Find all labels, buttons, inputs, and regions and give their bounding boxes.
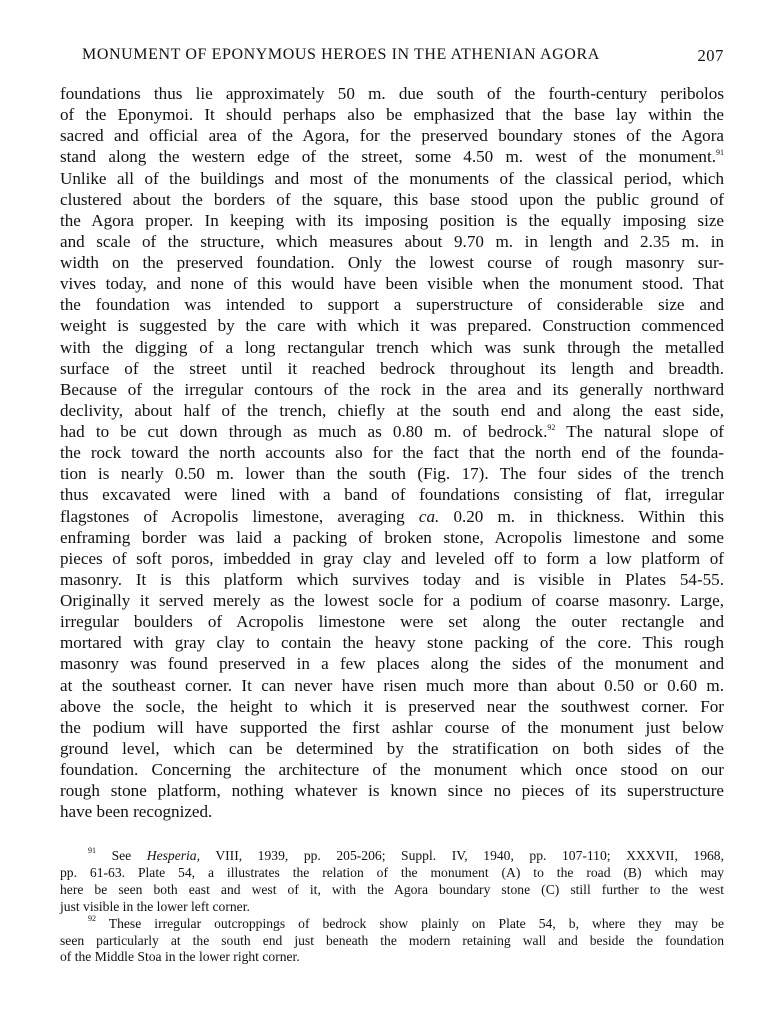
text-line: mortared with gray clay to contain the heavy stone packing of the core. This rough — [60, 633, 724, 653]
text-line: and scale of the structure, which measures about 9.70 m. in length and 2.35 m. in — [60, 231, 724, 251]
page-number: 207 — [697, 46, 724, 65]
text-line: of the Eponymoi. It should perhaps also be emphasized that the base lay within the — [60, 105, 724, 125]
text-line — [60, 146, 724, 167]
text-line: the podium will have supported the first ashlar course of the monument just below — [60, 717, 724, 737]
text-line: the rock toward the north accounts also for the fact that the north end of the founda- — [60, 443, 724, 463]
text-segment: See — [96, 848, 147, 863]
text-line: foundations thus lie approximately 50 m. due south of the fourth-century peribolos — [60, 84, 724, 103]
text-line: above the socle, the height to which it is preserved near the southwest corner. For — [60, 696, 724, 716]
footnote-91 — [60, 848, 724, 916]
footnote-line: just visible in the lower left corner. — [60, 898, 250, 914]
text-line: ground level, which can be determined by the stratification on both sides of the — [60, 738, 724, 758]
text-line: at the southeast corner. It can never have risen much more than about 0.50 or 0.60 m. — [60, 675, 724, 695]
footnote-ref-91[interactable]: 91 — [716, 148, 724, 158]
text-line: vives today, and none of this would have been visible when the monument stood. That — [60, 274, 724, 294]
text-line: enframing border was laid a packing of broken stone, Acropolis limestone and some — [60, 527, 724, 547]
text-segment: 0.20 m. in thickness. Within this — [439, 506, 724, 526]
text-line: with the digging of a long rectangular trench which was sunk through the metalled — [60, 337, 724, 357]
footnote-number: 91 — [88, 846, 96, 855]
text-line: surface of the street until it reached bedrock throughout its length and breadth. — [60, 358, 724, 378]
running-header — [60, 46, 724, 70]
running-title: MONUMENT OF EPONYMOUS HEROES IN THE ATHENIAN AGORA — [82, 46, 600, 63]
text-line: width on the preserved foundation. Only the lowest course of rough masonry sur- — [60, 253, 724, 272]
text-segment: had to be cut down through as much as 0.80 m. of bedrock. — [60, 422, 548, 441]
text-line: sacred and official area of the Agora, for the preserved boundary stones of the Agora — [60, 126, 724, 146]
text-segment: The natural slope of — [555, 422, 724, 441]
footnote-number: 92 — [88, 913, 96, 923]
text-line: the foundation was intended to support a superstructure of considerable size and — [60, 295, 724, 315]
text-line: foundation. Concerning the architecture of the monument which once stood on our — [60, 760, 724, 779]
text-line: weight is suggested by the care with which it was prepared. Construction commenced — [60, 316, 724, 336]
italic-abbrev: ca. — [418, 506, 440, 526]
footnote-ref-92[interactable]: 92 — [547, 423, 556, 432]
text-segment: These irregular outcroppings of bedrock show plainly on Plate 54, b, where they may be — [96, 915, 724, 931]
text-segment: stand along the western edge of the street, some 4.50 m. west of the monument. — [60, 147, 716, 167]
text-line: have been recognized. — [60, 802, 213, 822]
footnote-line: seen particularly at the south end just beneath the modern retaining wall and beside the foundation — [60, 932, 724, 948]
text-line: masonry was found preserved in a few places along the sides of the monument and — [60, 654, 724, 674]
text-line: masonry. It is this platform which survives today and is visible in Plates 54-55. — [60, 569, 724, 589]
text-segment: VIII, 1939, pp. 205-206; Suppl. IV, 1940, pp. 107-110; XXXVII, 1968, — [200, 848, 724, 863]
text-line: Originally it served merely as the lowest socle for a podium of coarse masonry. Large, — [60, 591, 724, 610]
text-line: Because of the irregular contours of the rock in the area and its generally northward — [60, 379, 724, 399]
footnote-line — [60, 848, 724, 865]
text-line — [60, 506, 724, 527]
text-line: rough stone platform, nothing whatever is known since no pieces of its superstructure — [60, 781, 724, 801]
footnote-line — [60, 913, 724, 933]
body-paragraph — [60, 83, 724, 822]
footnotes — [60, 848, 724, 966]
footnote-line: here be seen both east and west of it, with the Agora boundary stone (C) still further to the west — [60, 881, 724, 897]
text-line: tion is nearly 0.50 m. lower than the south (Fig. 17). The four sides of the trench — [60, 464, 724, 484]
footnote-line: of the Middle Stoa in the lower right corner. — [60, 949, 300, 965]
text-line: thus excavated were lined with a band of foundations consisting of flat, irregular — [60, 485, 724, 505]
text-line: irregular boulders of Acropolis limestone were set along the outer rectangle and — [60, 612, 724, 632]
text-line: pieces of soft poros, imbedded in gray clay and leveled off to form a low platform of — [60, 548, 724, 568]
text-segment: flagstones of Acropolis limestone, averaging — [60, 506, 405, 526]
text-line: clustered about the borders of the square, this base stood upon the public ground of — [60, 189, 724, 209]
footnote-92 — [60, 913, 724, 967]
text-line — [60, 421, 724, 442]
text-line: Unlike all of the buildings and most of the monuments of the classical period, which — [60, 168, 724, 188]
journal-title: Hesperia, — [146, 848, 200, 863]
text-line: declivity, about half of the trench, chiefly at the south end and along the east side, — [60, 400, 724, 420]
footnote-line: pp. 61-63. Plate 54, a illustrates the relation of the monument (A) to the road (B) which may — [60, 864, 724, 880]
text-line: the Agora proper. In keeping with its imposing position is the equally imposing size — [60, 210, 724, 230]
